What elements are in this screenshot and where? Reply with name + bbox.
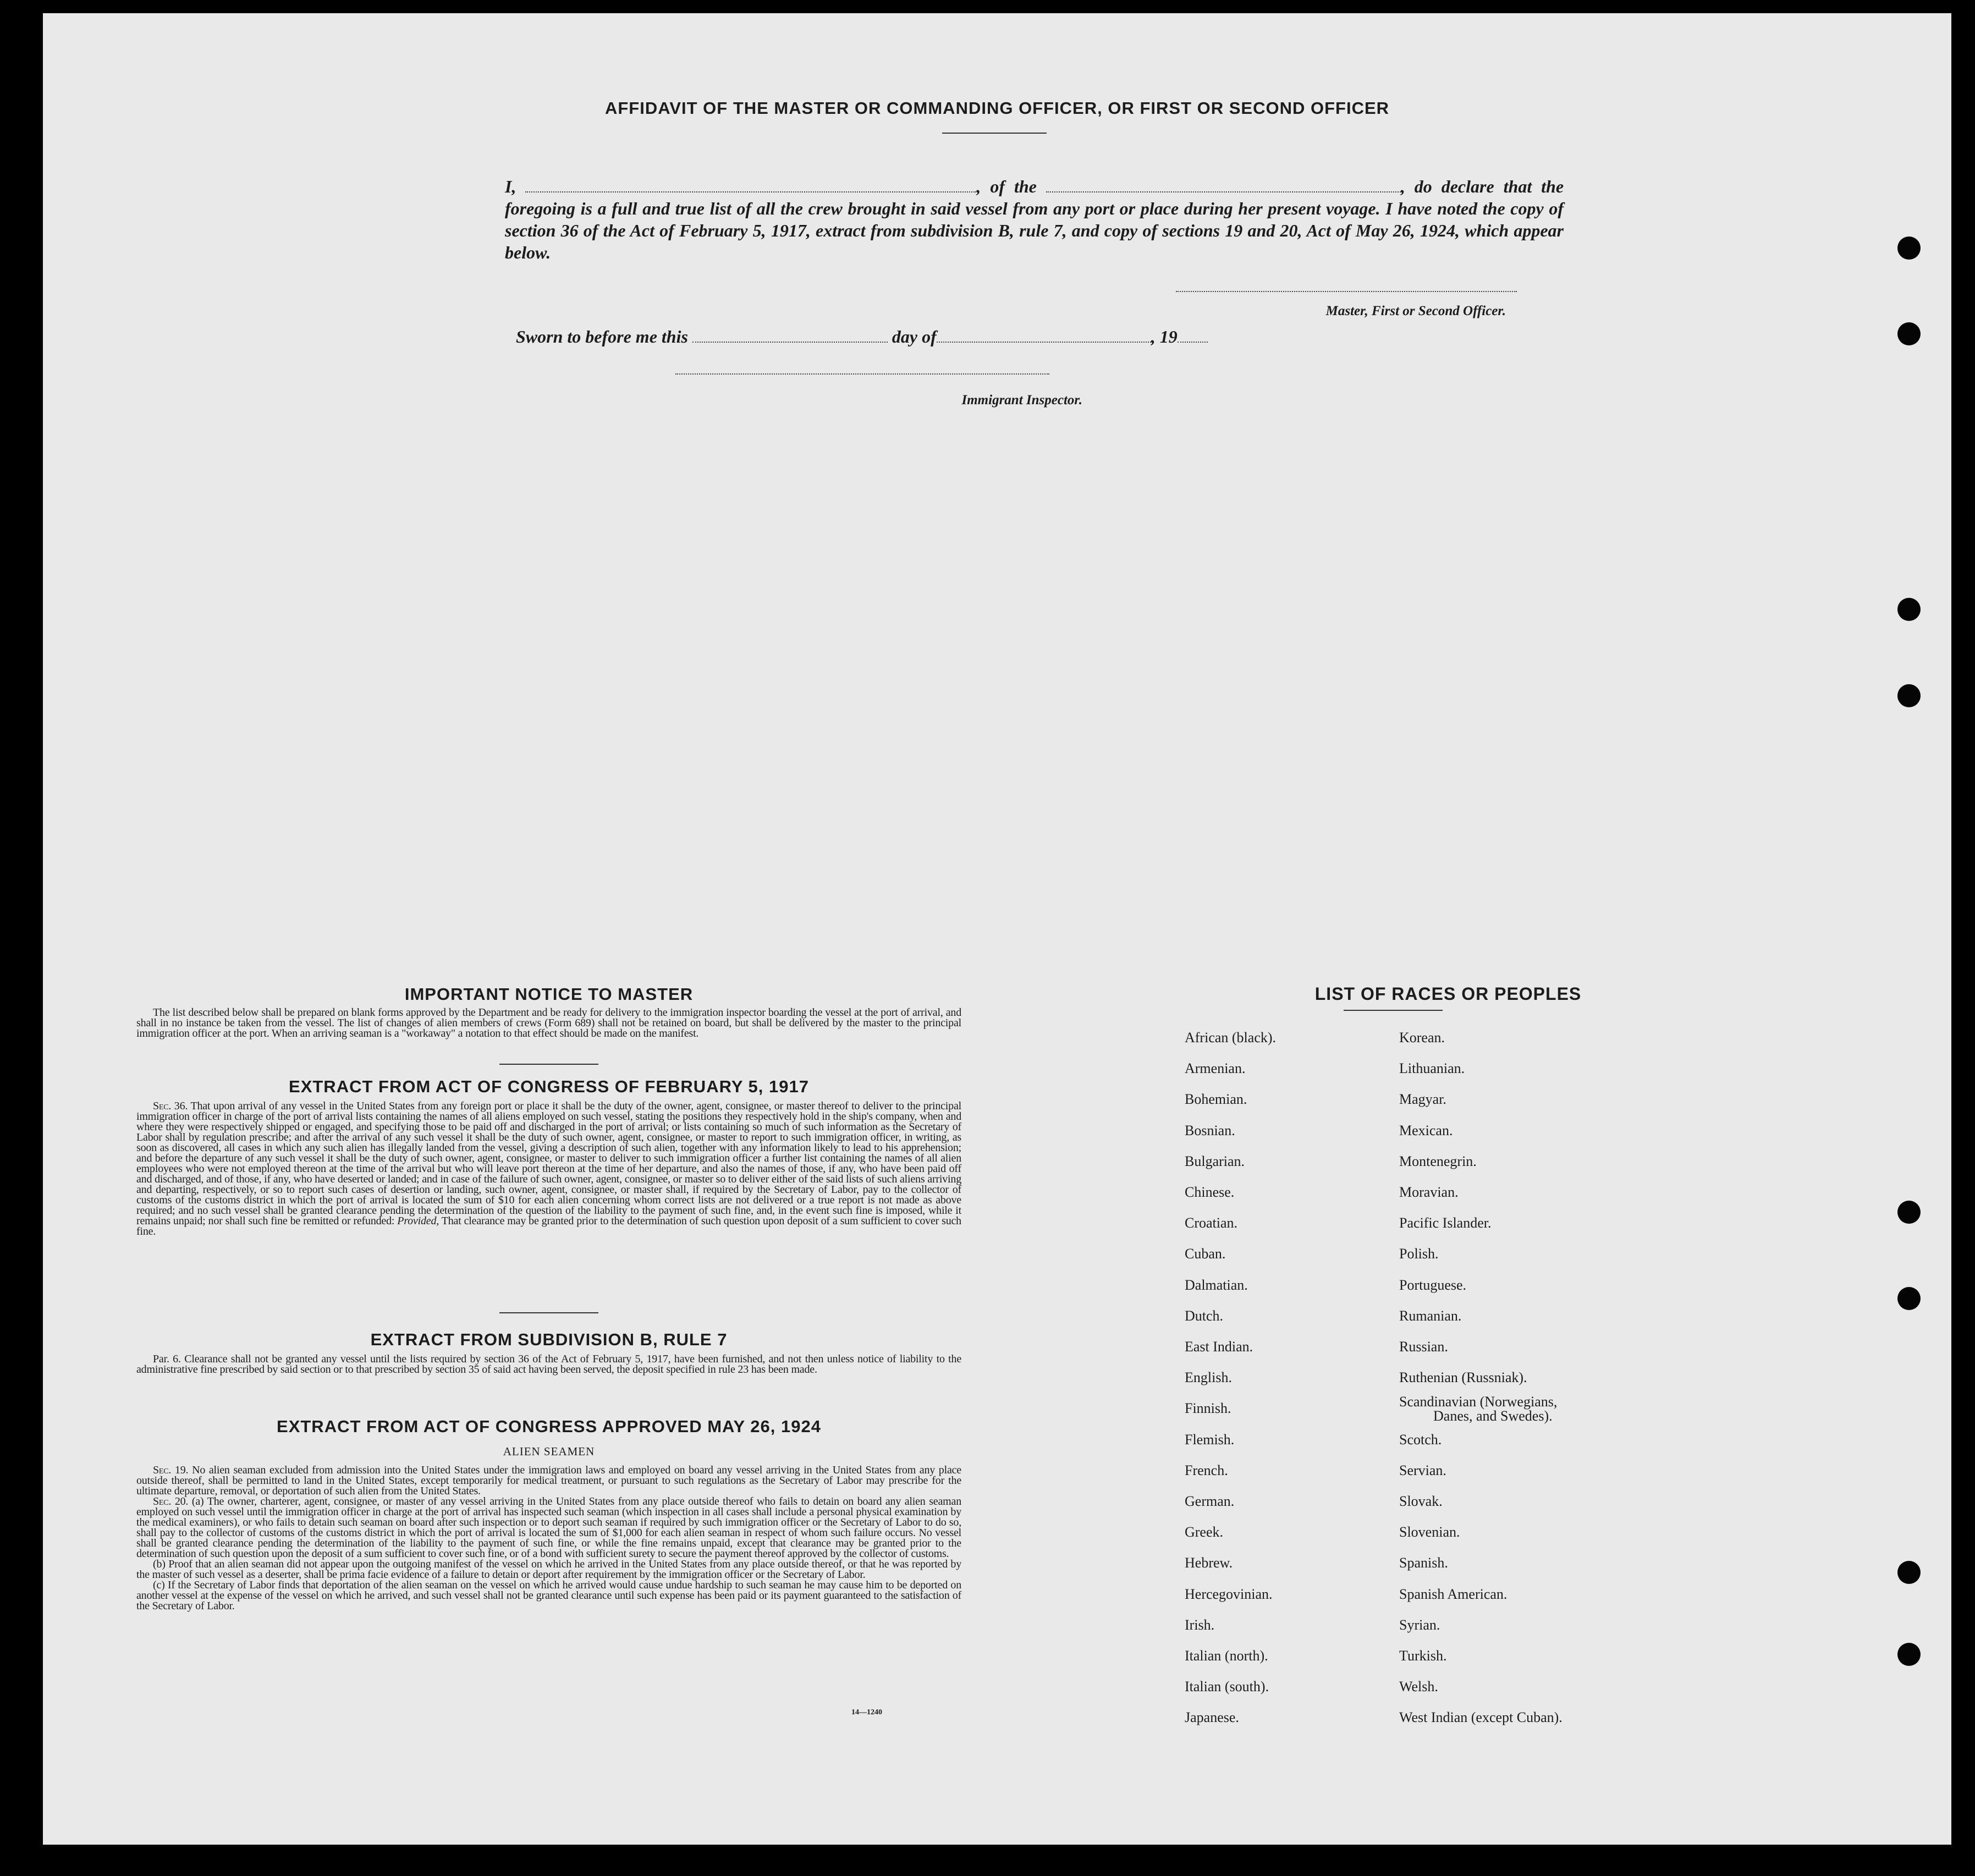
- race-item: Cuban.: [1185, 1246, 1226, 1262]
- race-item: Italian (south).: [1185, 1679, 1269, 1695]
- divider: [499, 1064, 598, 1065]
- race-item: Flemish.: [1185, 1431, 1235, 1448]
- section-36-text: That upon arrival of any vessel in the United States from any foreign port or place it shall be the duty of the owner, agent, consignee, or master thereof to deliver to the principal immigration officer in charge of the port of arrival lists containing the names of all aliens employed on such vessel, stating the positions they respectively hold in the ship's company, when and where they were respectively shipped or engaged, and specifying those to be paid off and discharged in the port of arrival; or lists containing so much of such information as the Secretary of Labor shall by regulation prescribe; and after the arrival of any such vessel it shall be the duty of such owner, agent, consignee, or master to report to such immigration officer, in writing, as soon as discovered, all cases in which any such alien has illegally landed from the vessel, giving a description of such alien, together with any information likely to lead to his apprehension; and before the departure of any such vessel it shall be the duty of such owner, agent, consignee, or master to deliver to such immigration officer a further list containing the names of all alien employees who were not employed thereon at the time of the arrival but who will leave port thereon at the time of her departure, and also the names of those, if any, who have been paid off and discharged, and of those, if any, who have deserted or landed; and in case of the failure of such owner, agent, consignee, or master so to deliver either of the said lists of such aliens arriving and departing, respectively, or so to report such cases of desertion or landing, such owner, agent, consignee, or master shall, if required by the Secretary of Labor, pay to the collector of customs of the customs district in which the port of arrival is located the sum of $10 for each alien concerning whom correct lists are not delivered or a true report is not made as above required; and no such vessel shall be granted clearance pending the determination of the question of the liability to the payment of such fine, and, in the event such fine is imposed, while it remains unpaid; nor shall such fine be remitted or refunded:: [136, 1100, 961, 1227]
- race-item: Chinese.: [1185, 1184, 1235, 1200]
- race-item: Portuguese.: [1399, 1277, 1467, 1293]
- section-36-proviso: That clearance may be granted prior to the determination of such question upon deposit of a sum sufficient to cover such fine.: [136, 1215, 961, 1237]
- race-item: Hercegovinian.: [1185, 1586, 1273, 1602]
- race-item: Lithuanian.: [1399, 1060, 1465, 1077]
- section-label: Sec. 19.: [153, 1464, 189, 1476]
- punch-hole: [1897, 598, 1921, 621]
- race-item: Magyar.: [1399, 1091, 1446, 1108]
- section-20c-text: (c) If the Secretary of Labor finds that deportation of the alien seaman on the vessel on which he arrived would cause undue hardship to such seaman he may cause him to be deported on another vessel at the expense of the vessel on which he arrived, and such vessel shall not be granted clearance until such expense has been paid or its payment guaranteed to the satisfaction of the Secretary of Labor.: [136, 1579, 961, 1612]
- title-divider: [942, 133, 1047, 134]
- race-item: Moravian.: [1399, 1184, 1459, 1200]
- races-title: LIST OF RACES OR PEOPLES: [1314, 984, 1582, 1004]
- race-item: Ruthenian (Russniak).: [1399, 1369, 1527, 1386]
- notice-text: [136, 1008, 961, 1039]
- race-item: Greek.: [1185, 1524, 1224, 1541]
- of-the-label: , of the: [976, 177, 1037, 196]
- notice-title: IMPORTANT NOTICE TO MASTER: [404, 984, 694, 1004]
- race-item: Dalmatian.: [1185, 1277, 1248, 1293]
- punch-hole: [1897, 1643, 1921, 1666]
- race-item: Spanish American.: [1399, 1586, 1508, 1602]
- race-item: Armenian.: [1185, 1060, 1246, 1077]
- extract-1924-text: [136, 1465, 961, 1611]
- sworn-day-field[interactable]: [692, 327, 888, 343]
- inspector-signature-field[interactable]: [675, 373, 1049, 375]
- master-signature-label: Master, First or Second Officer.: [1325, 304, 1506, 318]
- race-item: French.: [1185, 1462, 1228, 1478]
- race-item: African (black).: [1185, 1030, 1277, 1046]
- divider: [1344, 1010, 1443, 1011]
- sworn-label: Sworn to before me this: [516, 327, 688, 346]
- race-item: Bohemian.: [1185, 1091, 1247, 1108]
- race-item: Rumanian.: [1399, 1307, 1462, 1324]
- race-item: Finnish.: [1185, 1400, 1231, 1417]
- race-item: Turkish.: [1399, 1648, 1447, 1664]
- punch-hole: [1897, 322, 1921, 345]
- section-19-text: No alien seaman excluded from admission into the United States under the immigration laws and employed on board any vessel arriving in the United States from any place outside thereof, shall be permitted to land in the United States, except temporarily for medical treatment, or pursuant to such regulations as the Secretary of Labor may prescribe for the ultimate departure, removal, or deportation of such alien from the United States.: [136, 1464, 961, 1497]
- race-item: Mexican.: [1399, 1122, 1453, 1138]
- race-item: Welsh.: [1399, 1679, 1438, 1695]
- race-item: German.: [1185, 1493, 1235, 1509]
- race-item-continuation: Danes, and Swedes).: [1433, 1408, 1553, 1424]
- race-item: Bulgarian.: [1185, 1153, 1245, 1169]
- provided-label: Provided,: [397, 1215, 439, 1227]
- divider: [499, 1312, 598, 1313]
- punch-hole: [1897, 236, 1921, 260]
- declaration-text: that the foregoing is a full and true list of all the crew brought in said vessel from any port or place during her present voyage. I have noted the copy of section 36 of the Act of February 5, 1917, extract from subdivision B, rule 7, and copy of sections 19 and 20, Act of May 26, 1924, which appear below.: [505, 177, 1564, 262]
- form-page: [43, 13, 1951, 1845]
- officer-name-field[interactable]: [525, 177, 976, 192]
- race-item: Slovenian.: [1399, 1524, 1460, 1541]
- section-20b-text: (b) Proof that an alien seaman did not appear upon the outgoing manifest of the vessel on which he arrived in the United States from any place outside thereof, or that he was reported by the master of such vessel as a deserter, shall be prima facie evidence of a failure to detain or deport after requirement by the immigration officer or the Secretary of Labor.: [136, 1558, 961, 1581]
- race-item: Syrian.: [1399, 1616, 1440, 1633]
- section-20a-text: (a) The owner, charterer, agent, consignee, or master of any vessel arriving in the United States from any place outside thereof who fails to detain on board any alien seaman employed on such vessel until the immigration officer in charge at the port of arrival has inspected such seaman (which inspection in all cases shall include a personal physical examination by the medical examiners), or who fails to detain such seaman on board after such inspection or to deport such seaman if required by such immigration officer or the Secretary of Labor to do so, shall pay to the collector of customs of the customs district in which the port of arrival is located the sum of $1,000 for each alien seaman in respect of whom such failure occurs. No vessel shall be granted clearance pending the determination of the liability to the payment of such fine, or while the fine remains unpaid, except that clearance may be granted prior to the determination of such question upon the deposit of a sum sufficient to cover such fine, or of a bond with sufficient surety to secure the payment thereof approved by the collector of customs.: [136, 1495, 961, 1560]
- alien-seamen-subtitle: ALIEN SEAMEN: [503, 1445, 595, 1458]
- form-number: 14—1240: [851, 1708, 882, 1717]
- race-item: Montenegrin.: [1399, 1153, 1477, 1169]
- race-item: Japanese.: [1185, 1709, 1239, 1726]
- inspector-label: Immigrant Inspector.: [961, 393, 1082, 408]
- sworn-line: [516, 327, 1208, 347]
- day-of-label: day of: [892, 327, 937, 346]
- race-item: Pacific Islander.: [1399, 1215, 1492, 1231]
- race-item: Russian.: [1399, 1339, 1448, 1355]
- race-item: Italian (north).: [1185, 1648, 1268, 1664]
- do-declare-label: , do declare: [1400, 177, 1494, 196]
- race-item: English.: [1185, 1369, 1232, 1386]
- rule-7-title: EXTRACT FROM SUBDIVISION B, RULE 7: [370, 1330, 728, 1349]
- punch-hole: [1897, 684, 1921, 707]
- punch-hole: [1897, 1561, 1921, 1584]
- section-label: Sec. 36.: [153, 1100, 188, 1112]
- sworn-month-field[interactable]: [937, 327, 1151, 343]
- sworn-year-field[interactable]: [1178, 327, 1208, 343]
- race-item: Korean.: [1399, 1030, 1445, 1046]
- rule-7-text: [136, 1354, 961, 1375]
- section-label: Sec. 20.: [153, 1495, 189, 1508]
- race-item: West Indian (except Cuban).: [1399, 1709, 1563, 1726]
- i-label: I,: [505, 177, 516, 196]
- race-item: Slovak.: [1399, 1493, 1443, 1509]
- race-item: Scotch.: [1399, 1431, 1442, 1448]
- race-item: Scandinavian (Norwegians,: [1399, 1394, 1558, 1410]
- race-item: Polish.: [1399, 1246, 1439, 1262]
- affidavit-title: AFFIDAVIT OF THE MASTER OR COMMANDING OFFICER, OR FIRST OR SECOND OFFICER: [604, 98, 1390, 118]
- race-item: Croatian.: [1185, 1215, 1238, 1231]
- rule-7-paragraph: Par. 6. Clearance shall not be granted any vessel until the lists required by section 36 of the Act of February 5, 1917, have been furnished, and not then unless notice of liability to the administrative fine prescribed by said section or to that prescribed by section 35 of said act having been served, the deposit specified in rule 23 has been made.: [136, 1353, 961, 1376]
- affidavit-declaration: [505, 175, 1564, 263]
- extract-1917-text: [136, 1101, 961, 1237]
- race-item: Servian.: [1399, 1462, 1446, 1478]
- punch-hole: [1897, 1201, 1921, 1224]
- race-item: Irish.: [1185, 1616, 1215, 1633]
- master-signature-field[interactable]: [1176, 291, 1517, 292]
- race-item: Hebrew.: [1185, 1555, 1233, 1571]
- extract-1917-title: EXTRACT FROM ACT OF CONGRESS OF FEBRUARY 5, 1917: [289, 1077, 809, 1096]
- race-item: Bosnian.: [1185, 1122, 1235, 1138]
- year-label: , 19: [1151, 327, 1178, 346]
- notice-paragraph: The list described below shall be prepared on blank forms approved by the Department and be ready for delivery to the immigration inspector boarding the vessel at the port of arrival, and shall in no instance be taken from the vessel. The list of changes of alien members of crews (Form 689) shall not be retained on board, but shall be delivered by the master to the principal immigration officer at the port. When an arriving seaman is a "workaway" a notation to that effect should be made on the manifest.: [136, 1006, 961, 1039]
- race-item: East Indian.: [1185, 1339, 1253, 1355]
- punch-hole: [1897, 1287, 1921, 1310]
- extract-1924-title: EXTRACT FROM ACT OF CONGRESS APPROVED MAY 26, 1924: [277, 1417, 821, 1436]
- race-item: Dutch.: [1185, 1307, 1224, 1324]
- race-item: Spanish.: [1399, 1555, 1448, 1571]
- vessel-name-field[interactable]: [1046, 177, 1401, 192]
